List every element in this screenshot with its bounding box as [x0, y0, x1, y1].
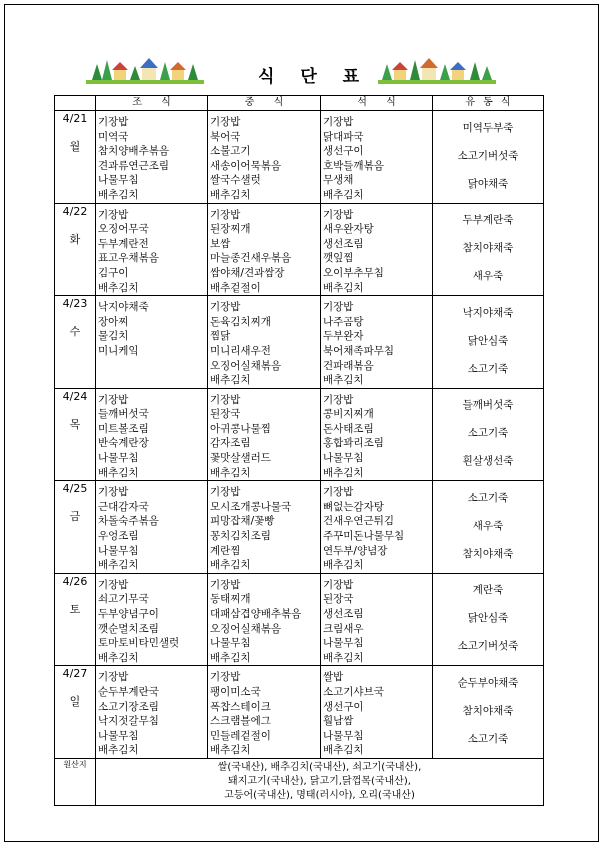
breakfast-item: 표고우채볶음 — [98, 252, 159, 265]
dinner-item: 나주곰탕 — [323, 315, 364, 328]
porridge-item: 새우죽 — [472, 519, 504, 532]
breakfast-item: 기장밥 — [98, 486, 129, 499]
dinner-item: 생선조림 — [323, 237, 364, 250]
lunch-item: 기장밥 — [210, 393, 241, 406]
lunch-item: 배추김치 — [210, 559, 251, 572]
dinner-item: 주꾸미돈나물무침 — [323, 530, 405, 543]
porridge-item: 소고기죽 — [467, 427, 509, 440]
breakfast-item: 근대감자국 — [98, 500, 149, 513]
village-decoration-icon — [86, 52, 204, 84]
breakfast-item: 배추김치 — [98, 466, 139, 479]
porridge-item: 들깨버섯죽 — [462, 399, 514, 412]
breakfast-item: 우엉조림 — [98, 530, 139, 543]
lunch-item: 팽이미소국 — [210, 685, 261, 698]
lunch-item: 폭찹스테이크 — [210, 700, 271, 713]
breakfast-cell — [96, 481, 208, 574]
porridge-cell — [433, 388, 544, 481]
weekday-label: 수 — [69, 325, 81, 339]
lunch-item: 민들레겉절이 — [210, 729, 271, 742]
lunch-item: 기장밥 — [210, 671, 241, 684]
dinner-item: 뼈없는감자탕 — [323, 500, 384, 513]
porridge-cell — [433, 666, 544, 759]
dinner-item: 닭대파국 — [323, 130, 364, 143]
meal-table — [54, 95, 544, 806]
porridge-item: 소고기죽 — [467, 491, 509, 504]
lunch-item: 오징어실채볶음 — [210, 359, 282, 372]
lunch-cell — [208, 388, 321, 481]
porridge-item: 참치야채죽 — [462, 547, 514, 560]
dinner-cell — [321, 111, 433, 204]
lunch-item: 배추김치 — [210, 466, 251, 479]
date-label: 4/27 — [62, 667, 88, 681]
breakfast-item: 배추김치 — [98, 281, 139, 294]
breakfast-item: 낙지야채죽 — [98, 301, 149, 314]
dinner-item: 나물무침 — [323, 729, 364, 742]
dinner-item: 오이부추무침 — [323, 266, 384, 279]
lunch-item: 꽃맛살샐러드 — [210, 452, 271, 465]
dinner-item: 배추김치 — [323, 374, 364, 387]
breakfast-item: 참치양배추볶음 — [98, 145, 170, 158]
lunch-cell — [208, 573, 321, 666]
porridge-list — [433, 389, 543, 475]
porridge-item: 닭안심죽 — [467, 612, 509, 625]
breakfast-item: 나물무침 — [98, 452, 139, 465]
dinner-item: 배추김치 — [323, 281, 364, 294]
breakfast-item: 장아찌 — [98, 315, 129, 328]
dinner-item: 배추김치 — [323, 466, 364, 479]
breakfast-item: 기장밥 — [98, 116, 129, 128]
date-label: 4/23 — [62, 297, 88, 311]
origin-info — [96, 758, 544, 805]
breakfast-cell — [96, 573, 208, 666]
lunch-item: 북어국 — [210, 130, 241, 143]
porridge-item: 소고기죽 — [467, 362, 509, 375]
lunch-item: 기장밥 — [210, 301, 241, 314]
date-cell — [55, 203, 96, 296]
weekday-label: 토 — [69, 602, 81, 616]
porridge-item: 새우죽 — [472, 270, 504, 283]
lunch-item: 기장밥 — [210, 486, 241, 499]
day-row — [55, 666, 544, 759]
date-label: 4/25 — [62, 482, 88, 496]
date-label: 4/26 — [62, 574, 88, 588]
origin-line: 돼지고기(국내산), 닭고기,닭껍목(국내산), — [228, 775, 411, 787]
porridge-cell — [433, 203, 544, 296]
dinner-item: 기장밥 — [323, 301, 354, 314]
lunch-item: 찜닭 — [210, 330, 231, 343]
breakfast-item: 들깨버섯국 — [98, 408, 149, 421]
breakfast-item: 두부양념구이 — [98, 608, 159, 620]
porridge-item: 두부계란죽 — [462, 214, 514, 227]
lunch-item: 기장밥 — [210, 578, 241, 591]
day-row — [55, 296, 544, 389]
breakfast-item: 나물무침 — [98, 729, 139, 742]
header-porridge: 유동식 — [433, 96, 544, 111]
breakfast-cell — [96, 666, 208, 759]
dinner-item: 기장밥 — [323, 208, 354, 221]
dinner-item: 배추김치 — [323, 188, 364, 201]
breakfast-item: 기장밥 — [98, 671, 129, 684]
dinner-item: 두부완자 — [323, 330, 364, 343]
lunch-item: 된장찌개 — [210, 223, 251, 236]
breakfast-item: 배추김치 — [98, 188, 139, 201]
day-row — [55, 203, 544, 296]
lunch-item: 배추겉절이 — [210, 281, 261, 294]
porridge-item: 흰살생선죽 — [462, 455, 514, 468]
origin-line: 고등어(국내산), 명태(러시아), 오리(국내산) — [224, 789, 415, 801]
lunch-cell — [208, 111, 321, 204]
date-cell — [55, 481, 96, 574]
header-breakfast: 조 식 — [96, 96, 208, 111]
porridge-list — [433, 204, 543, 290]
header-corner — [55, 96, 96, 111]
porridge-item: 미역두부죽 — [462, 121, 514, 134]
dinner-item: 콩비지찌개 — [323, 408, 374, 421]
breakfast-item: 순두부계란국 — [98, 685, 159, 698]
porridge-list — [433, 111, 543, 197]
lunch-item: 배추김치 — [210, 651, 251, 664]
date-cell — [55, 666, 96, 759]
breakfast-item: 기장밥 — [98, 578, 129, 591]
porridge-list — [433, 574, 543, 660]
breakfast-item: 기장밥 — [98, 393, 129, 406]
table-header-row — [55, 96, 544, 111]
dinner-cell — [321, 388, 433, 481]
dinner-item: 홍합꽈리조림 — [323, 437, 384, 450]
lunch-item: 미니리새우전 — [210, 344, 271, 357]
lunch-item: 기장밥 — [210, 116, 241, 128]
dinner-item: 생선조림 — [323, 608, 364, 620]
lunch-cell — [208, 203, 321, 296]
dinner-item: 연두부/양념장 — [323, 544, 388, 557]
dinner-item: 크림새우 — [323, 622, 364, 635]
lunch-item: 계란찜 — [210, 544, 241, 557]
day-row — [55, 573, 544, 666]
porridge-list — [433, 296, 543, 382]
dinner-item: 쌀밥 — [323, 671, 344, 684]
breakfast-item: 두부계란전 — [98, 237, 149, 250]
dinner-item: 호박들깨볶음 — [323, 159, 384, 172]
breakfast-item: 물김치 — [98, 330, 129, 343]
lunch-item: 새송이어묵볶음 — [210, 159, 282, 172]
porridge-list — [433, 666, 543, 752]
header-lunch: 중 식 — [208, 96, 321, 111]
lunch-item: 돈육김치찌개 — [210, 315, 271, 328]
dinner-item: 된장국 — [323, 593, 354, 606]
dinner-item: 북어채족파무침 — [323, 344, 395, 357]
lunch-item: 대패삼겹양배추볶음 — [210, 608, 302, 620]
lunch-item: 아귀콩나물찜 — [210, 422, 271, 435]
lunch-item: 쌀국수샐럿 — [210, 174, 261, 187]
lunch-item: 꽁치김치조림 — [210, 530, 271, 543]
date-cell — [55, 296, 96, 389]
breakfast-item: 오징어무국 — [98, 223, 149, 236]
breakfast-item: 깻순멸치조림 — [98, 622, 159, 635]
porridge-cell — [433, 573, 544, 666]
origin-row — [55, 758, 544, 805]
breakfast-item: 배추김치 — [98, 651, 139, 664]
dinner-item: 생선구이 — [323, 145, 364, 158]
breakfast-item: 나물무침 — [98, 544, 139, 557]
dinner-item: 기장밥 — [323, 578, 354, 591]
porridge-item: 닭야채죽 — [467, 177, 509, 190]
dinner-item: 생선구이 — [323, 700, 364, 713]
header-dinner: 석 식 — [321, 96, 433, 111]
porridge-item: 낙지야채죽 — [462, 306, 514, 319]
weekday-label: 일 — [69, 695, 81, 709]
dinner-item: 기장밥 — [323, 486, 354, 499]
date-label: 4/22 — [62, 204, 88, 218]
breakfast-item: 차돌숙주볶음 — [98, 515, 159, 528]
breakfast-item: 배추김치 — [98, 559, 139, 572]
lunch-item: 배추김치 — [210, 374, 251, 387]
breakfast-cell — [96, 388, 208, 481]
dinner-item: 배추김치 — [323, 651, 364, 664]
breakfast-item: 견과류연근조림 — [98, 159, 170, 172]
breakfast-item: 배추김치 — [98, 744, 139, 757]
lunch-item: 동태찌개 — [210, 593, 251, 606]
breakfast-item: 미역국 — [98, 130, 129, 143]
lunch-item: 소불고기 — [210, 145, 251, 158]
lunch-item: 된장국 — [210, 408, 241, 421]
dinner-item: 훨남쌈 — [323, 715, 354, 728]
dinner-cell — [321, 573, 433, 666]
lunch-cell — [208, 296, 321, 389]
breakfast-item: 낙지젓갈무침 — [98, 715, 159, 728]
dinner-cell — [321, 296, 433, 389]
dinner-cell — [321, 203, 433, 296]
dinner-item: 나물무침 — [323, 452, 364, 465]
porridge-cell — [433, 296, 544, 389]
porridge-item: 닭안심죽 — [467, 334, 509, 347]
dinner-item: 기장밥 — [323, 393, 354, 406]
porridge-item: 소고기버섯죽 — [457, 640, 519, 653]
lunch-cell — [208, 666, 321, 759]
lunch-item: 모시조개콩나물국 — [210, 500, 292, 513]
breakfast-cell — [96, 203, 208, 296]
breakfast-item: 기장밥 — [98, 208, 129, 221]
date-label: 4/24 — [62, 389, 88, 403]
dinner-item: 나물무침 — [323, 637, 364, 650]
porridge-item: 소고기죽 — [467, 732, 509, 745]
weekday-label: 화 — [69, 232, 81, 246]
date-label: 4/21 — [62, 112, 88, 125]
lunch-item: 쌈야채/견과쌈장 — [210, 266, 285, 279]
dinner-item: 소고기샤브국 — [323, 685, 384, 698]
lunch-item: 감자조림 — [210, 437, 251, 450]
breakfast-item: 미트볼조림 — [98, 422, 149, 435]
dinner-item: 배추김치 — [323, 744, 364, 757]
dinner-item: 새우완자탕 — [323, 223, 374, 236]
lunch-item: 배추김치 — [210, 744, 251, 757]
dinner-item: 건새우연근튀김 — [323, 515, 395, 528]
dinner-item: 기장밥 — [323, 116, 354, 128]
dinner-item: 배추김치 — [323, 559, 364, 572]
weekday-label: 월 — [69, 140, 81, 153]
porridge-item: 참치야채죽 — [462, 242, 514, 255]
day-row — [55, 388, 544, 481]
origin-label: 원산지 — [55, 758, 96, 805]
porridge-cell — [433, 481, 544, 574]
porridge-list — [433, 481, 543, 567]
dinner-cell — [321, 481, 433, 574]
dinner-item: 돈사태조림 — [323, 422, 374, 435]
day-row — [55, 111, 544, 204]
village-decoration-icon — [378, 52, 496, 84]
weekday-label: 금 — [69, 510, 81, 524]
lunch-item: 기장밥 — [210, 208, 241, 221]
porridge-cell — [433, 111, 544, 204]
lunch-item: 오징어실채볶음 — [210, 622, 282, 635]
dinner-cell — [321, 666, 433, 759]
breakfast-item: 소고기장조림 — [98, 700, 159, 713]
origin-line: 쌀(국내산), 배추김치(국내산), 쇠고기(국내산), — [217, 761, 422, 773]
dinner-item: 무생채 — [323, 174, 354, 187]
breakfast-item: 쇠고기무국 — [98, 593, 149, 606]
date-cell — [55, 111, 96, 204]
lunch-item: 나물무침 — [210, 637, 251, 650]
date-cell — [55, 573, 96, 666]
lunch-item: 배추김치 — [210, 188, 251, 201]
porridge-item: 참치야채죽 — [462, 704, 514, 717]
breakfast-item: 반숙계란장 — [98, 437, 149, 450]
lunch-cell — [208, 481, 321, 574]
day-row — [55, 481, 544, 574]
breakfast-item: 토마토비타민샐럿 — [98, 637, 180, 650]
dinner-item: 깻잎찜 — [323, 252, 354, 265]
lunch-item: 스크램블에그 — [210, 715, 271, 728]
breakfast-item: 나물무침 — [98, 174, 139, 187]
porridge-item: 계란죽 — [472, 584, 504, 597]
porridge-item: 순두부야채죽 — [457, 676, 519, 689]
breakfast-cell — [96, 296, 208, 389]
page-title: 식 단 표 — [258, 67, 370, 87]
porridge-item: 소고기버섯죽 — [457, 149, 519, 162]
weekday-label: 목 — [69, 417, 81, 431]
title-area — [0, 52, 605, 92]
breakfast-item: 미니케잌 — [98, 344, 139, 357]
breakfast-cell — [96, 111, 208, 204]
date-cell — [55, 388, 96, 481]
lunch-item: 마늘종건새우볶음 — [210, 252, 292, 265]
lunch-item: 보쌈 — [210, 237, 231, 250]
dinner-item: 건파래볶음 — [323, 359, 374, 372]
breakfast-item: 김구이 — [98, 266, 129, 279]
lunch-item: 피망잡채/꽃빵 — [210, 515, 275, 528]
